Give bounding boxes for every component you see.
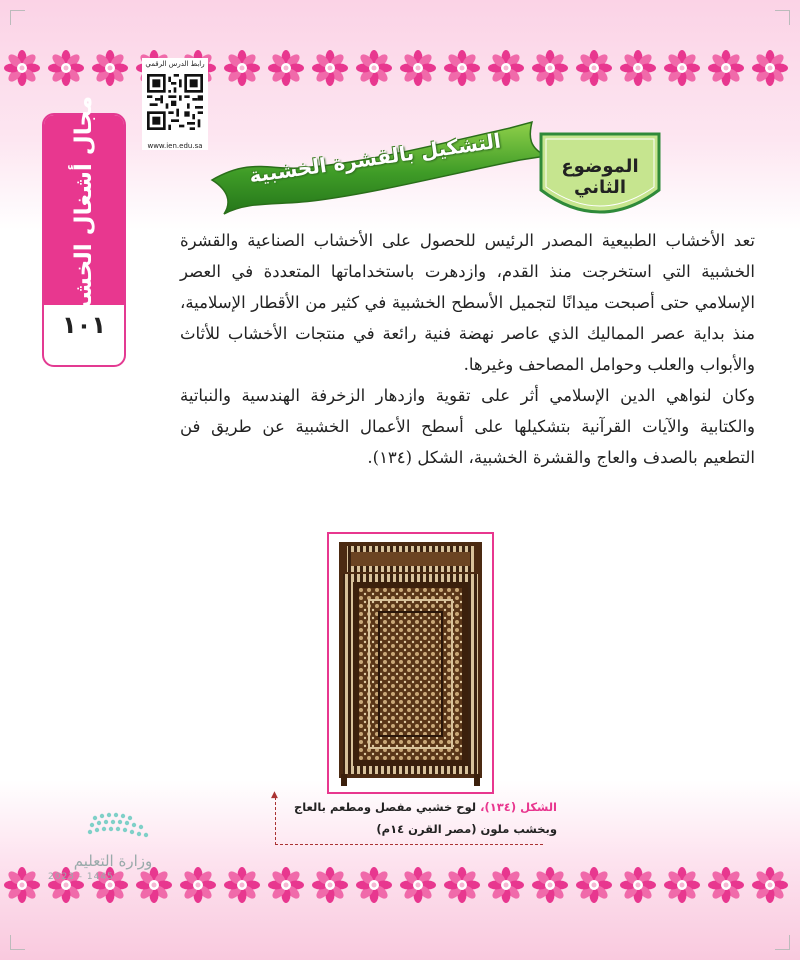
lesson-body-text xyxy=(180,225,755,473)
chapter-side-tab xyxy=(42,95,126,367)
top-flower-border xyxy=(0,50,800,94)
flower-ornament xyxy=(664,50,700,86)
figure-caption xyxy=(282,796,557,840)
flower-ornament xyxy=(708,867,744,903)
flower-ornament xyxy=(532,867,568,903)
flower-ornament xyxy=(400,50,436,86)
flower-ornament xyxy=(268,50,304,86)
flower-ornament xyxy=(488,50,524,86)
qr-url[interactable]: www.ien.edu.sa xyxy=(147,142,203,150)
figure-134-frame xyxy=(327,532,494,794)
flower-ornament xyxy=(268,867,304,903)
caption-label: الشكل (١٣٤)، xyxy=(480,800,557,814)
flower-ornament xyxy=(576,50,612,86)
crop-mark-top-left xyxy=(10,10,25,25)
flower-ornament xyxy=(620,50,656,86)
chapter-title: مجال أشغال الخشب xyxy=(71,95,97,325)
paragraph-1: تعد الأخشاب الطبيعية المصدر الرئيس للحصول على الأخشاب الصناعية والقشرة الخشبية التي استخرجت منذ القدم، وازدهرت باستخداماتها المتعددة في العصر الإسلامي حتى أصبحت ميدانًا لتجميل الأسطح الخشبية في كثير من الأقطار الإسلامية، منذ بداية عصر المماليك الذي عاصر نهضة فنية رائعة في منتجات الأخشاب للأثاث والأبواب والعلب وحوامل المصاحف وغيرها. xyxy=(180,231,755,374)
topic-label: الموضوع الثاني xyxy=(561,156,639,198)
flower-ornament xyxy=(664,867,700,903)
flower-ornament xyxy=(312,867,348,903)
flower-ornament xyxy=(4,867,40,903)
flower-ornament xyxy=(312,50,348,86)
caption-leader-line xyxy=(275,797,277,845)
flower-ornament xyxy=(224,50,260,86)
page-number: ١٠١ xyxy=(62,311,106,339)
flower-ornament xyxy=(356,867,392,903)
flower-ornament xyxy=(488,867,524,903)
crop-mark-bottom-left xyxy=(10,935,25,950)
crop-mark-bottom-right xyxy=(775,935,790,950)
caption-arrow-icon: ▲ xyxy=(271,790,278,800)
ministry-dots-icon xyxy=(40,810,190,850)
flower-ornament xyxy=(224,867,260,903)
flower-ornament xyxy=(48,50,84,86)
flower-ornament xyxy=(620,867,656,903)
flower-ornament xyxy=(400,867,436,903)
flower-ornament xyxy=(444,50,480,86)
topic-title: التشكيل بالقشرة الخشبية xyxy=(247,128,503,188)
caption-line-2: وبخشب ملون (مصر القرن ١٤م) xyxy=(376,822,557,836)
flower-ornament xyxy=(752,867,788,903)
digital-lesson-qr-block[interactable] xyxy=(142,58,208,150)
crop-mark-top-right xyxy=(775,10,790,25)
flower-ornament xyxy=(92,50,128,86)
paragraph-2: وكان لنواهي الدين الإسلامي أثر على تقوية وازدهار الزخرفة الهندسية والنباتية والكتابية والآيات القرآنية بتشكيلها على أسطح الأعمال الخشبية عن طريق فن التطعيم بالصدف والعاج والقشرة الخشبية، الشكل (١٣٤). xyxy=(180,386,755,467)
qr-label: رابط الدرس الرقمي xyxy=(145,60,205,68)
caption-underline xyxy=(275,844,543,845)
flower-ornament xyxy=(752,50,788,86)
inlaid-wooden-cabinet-image xyxy=(333,538,488,788)
caption-line-1: لوح خشبي مفصل ومطعم بالعاج xyxy=(293,800,481,814)
flower-ornament xyxy=(356,50,392,86)
qr-code-icon[interactable] xyxy=(147,74,203,130)
flower-ornament xyxy=(576,867,612,903)
flower-ornament xyxy=(4,50,40,86)
flower-ornament xyxy=(444,867,480,903)
ministry-of-education-logo xyxy=(40,810,190,885)
ministry-year: 2023 - 1445 xyxy=(48,872,114,882)
flower-ornament xyxy=(532,50,568,86)
ministry-name: وزارة التعليم xyxy=(73,852,153,870)
flower-ornament xyxy=(708,50,744,86)
